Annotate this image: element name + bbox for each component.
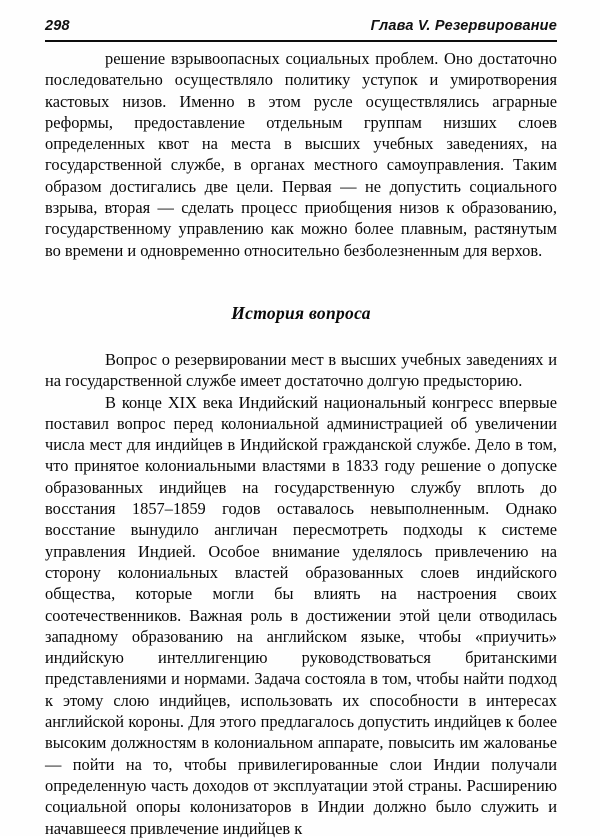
running-head [45, 18, 557, 34]
header-divider-rule [45, 40, 557, 42]
chapter-title: Глава V. Резервирование [370, 18, 557, 34]
paragraph-congress-history: В конце XIX века Индийский национальный конгресс впервые поставил вопрос перед колониальной администрацией об увеличении числа мест для индийцев в Индийской гражданской службе. Дело в том, что принятое колониальными властями в 1833 году решение о допуске образованных индийцев на государственную службу вплоть до восстания 1857–1859 годов оставалось невыполненным. Однако восстание вынудило англичан пересмотреть подходы к системе управления Индией. Особое внимание уделялось привлечению на сторону колониальных властей образованных слоев индийского общества, которые могли бы влиять на настроения своих соотечественников. Важная роль в достижении этой цели отводилась западному образованию на английском языке, чтобы «приучить» индийскую интеллигенцию руководствоваться британскими представлениями и нормами. Задача состояла в том, чтобы найти подход к этому слою индийцев, использовать их способности в интересах английской короны. Для этого предлагалось допустить индийцев к более высоким должностям в колониальном аппарате, повысить им жалованье — пойти на то, чтобы привилегированные слои Индии получали определенную часть доходов от эксплуатации этой страны. Расширению социальной опоры колонизаторов в Индии должно было служить и начавшееся привлечение индийцев к [45, 392, 557, 838]
spacer-below-heading [45, 324, 557, 349]
paragraph-history-intro: Вопрос о резервировании мест в высших учебных заведениях и на государственной службе имеет достаточно долгую предысторию. [45, 349, 557, 391]
body-text-block [45, 48, 557, 839]
section-heading: История вопроса [231, 302, 371, 323]
page-number: 298 [45, 18, 70, 34]
paragraph-continued: решение взрывоопасных социальных проблем. Оно достаточно последовательно осуществляло политику уступок и умиротворения кастовых низов. Именно в этом русле осуществлялись аграрные реформы, предоставление отдельным группам низших слоев определенных квот на места в высших учебных заведениях, на государственной службе, в органах местного самоуправления. Таким образом достигались две цели. Первая — не допустить социального взрыва, вторая — сделать процесс приобщения низов к образованию, государственному управлению как можно более плавным, растянутым во времени и одновременно относительно безболезненным для верхов. [45, 49, 557, 260]
spacer-above-heading [45, 261, 557, 303]
